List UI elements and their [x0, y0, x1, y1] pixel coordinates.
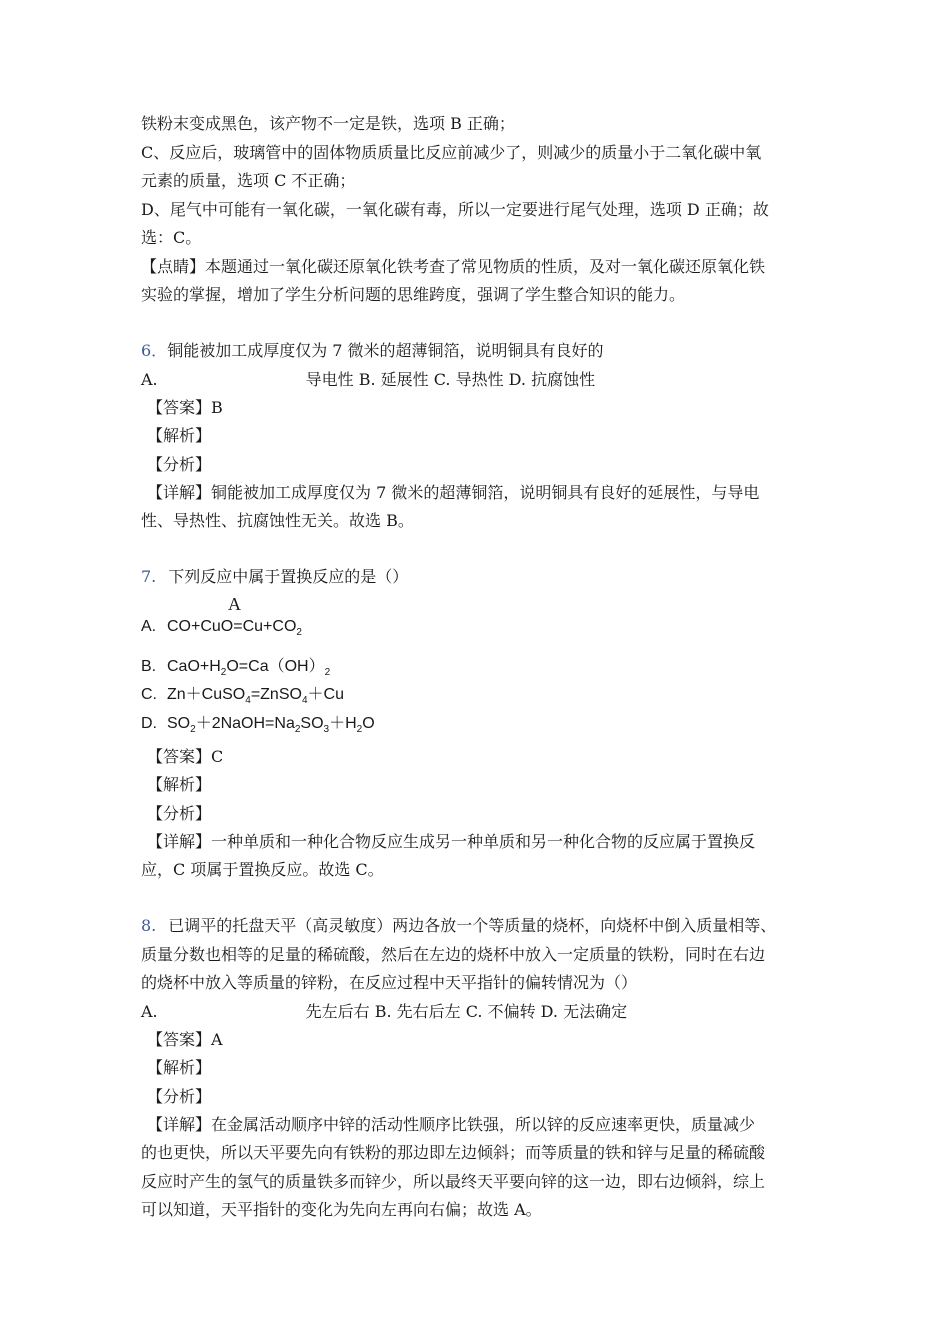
q7-option-c-label: C. [141, 686, 157, 703]
q6-stem-text: 铜能被加工成厚度仅为 7 微米的超薄铜箔，说明铜具有良好的 [167, 341, 604, 360]
q8-number: 8. [141, 916, 157, 935]
q6-detail-2: 性、导热性、抗腐蚀性无关。故选 B。 [141, 511, 414, 530]
q8-jiexi: 【解析】 [147, 1058, 212, 1077]
q7-option-d-part2: ＋2NaOH=Na [195, 715, 295, 732]
prev-line-2: C、反应后，玻璃管中的固体物质质量比反应前减少了，则减少的质量小于二氧化碳中氧 [141, 143, 762, 162]
q6-answer: 【答案】B [147, 398, 223, 417]
q7-option-d-label: D. [141, 715, 157, 732]
q7-detail-1: 【详解】一种单质和一种化合物反应生成另一种单质和另一种化合物的反应属于置换反 [147, 832, 756, 851]
q8-detail-3: 反应时产生的氢气的质量铁多而锌少，所以最终天平要向锌的这一边，即右边倾斜，综上 [141, 1172, 766, 1191]
q7-option-b-part2: O=Ca（OH） [226, 658, 325, 675]
q6-fenxi: 【分析】 [147, 455, 212, 474]
q7-option-a-sub: 2 [296, 627, 302, 639]
q7-option-c-sub2: 4 [301, 695, 308, 707]
prev-dianjing-2: 实验的掌握，增加了学生分析问题的思维跨度，强调了学生整合知识的能力。 [141, 285, 686, 304]
prev-line-3: 元素的质量，选项 C 不正确； [141, 171, 356, 190]
q7-option-b-sub2: 2 [324, 667, 331, 679]
q8-option-a-label: A. [141, 1002, 158, 1021]
q8-fenxi: 【分析】 [147, 1087, 212, 1106]
q7-option-a-formula: CO+CuO=Cu+CO [167, 618, 297, 635]
q7-option-d-part4: ＋H [329, 715, 357, 732]
q7-option-a-label: A. [141, 618, 157, 635]
q7-option-d-sub4: 2 [356, 724, 363, 736]
q7-reaction-condition-delta: A [228, 594, 241, 614]
q8-detail-2: 的也更快，所以天平要先向有铁粉的那边即左边倾斜；而等质量的铁和锌与足量的稀硫酸 [141, 1143, 766, 1162]
q7-stem [141, 567, 408, 587]
prev-line-1: 铁粉末变成黑色，该产物不一定是铁，选项 B 正确； [141, 114, 515, 133]
prev-line-5: 选：C。 [141, 228, 202, 247]
q7-number: 7. [141, 567, 157, 586]
q7-option-b-sub1: 2 [220, 667, 227, 679]
q7-option-d-part5: O [362, 715, 375, 732]
q7-stem-text: 下列反应中属于置换反应的是（） [168, 567, 409, 586]
q6-stem [141, 341, 604, 361]
prev-line-4: D、尾气中可能有一氧化碳，一氧化碳有毒，所以一定要进行尾气处理，选项 D 正确；故 [141, 200, 769, 219]
q8-stem-3: 的烧杯中放入等质量的锌粉，在反应过程中天平指针的偏转情况为（） [141, 973, 638, 992]
q7-option-c [141, 685, 344, 711]
q6-number: 6． [141, 341, 168, 360]
q7-option-c-sub1: 4 [245, 695, 251, 707]
q7-option-b [141, 657, 330, 683]
q7-option-b-part1: CaO+H [167, 658, 221, 675]
q7-jiexi: 【解析】 [147, 775, 212, 794]
q8-answer: 【答案】A [147, 1030, 223, 1049]
q8-stem-text-1: 已调平的托盘天平（高灵敏度）两边各放一个等质量的烧杯，向烧杯中倒入质量相等、 [168, 916, 777, 935]
q7-option-b-label: B. [141, 658, 157, 675]
q7-fenxi: 【分析】 [147, 804, 212, 823]
q7-option-c-part1: Zn＋CuSO [167, 686, 246, 703]
q8-stem-1 [141, 916, 776, 936]
q7-detail-2: 应，C 项属于置换反应。故选 C。 [141, 860, 384, 879]
q7-option-c-part3: ＋Cu [307, 686, 344, 703]
q8-detail-4: 可以知道，天平指针的变化为先向左再向右偏；故选 A。 [141, 1200, 542, 1219]
q6-detail-1: 【详解】铜能被加工成厚度仅为 7 微米的超薄铜箔，说明铜具有良好的延展性，与导电 [147, 483, 760, 502]
q7-option-d-sub3: 3 [323, 724, 330, 736]
prev-dianjing-1: 【点睛】本题通过一氧化碳还原氧化铁考查了常见物质的性质，及对一氧化碳还原氧化铁 [141, 257, 766, 276]
q6-option-a-label: A. [141, 370, 158, 389]
q7-option-d-part3: SO [300, 715, 324, 732]
q7-option-a [141, 617, 302, 643]
q6-options [141, 370, 595, 390]
q6-options-text: 导电性 B. 延展性 C. 导热性 D. 抗腐蚀性 [305, 370, 596, 389]
q8-stem-2: 质量分数也相等的足量的稀硫酸，然后在左边的烧杯中放入一定质量的铁粉，同时在右边 [141, 945, 766, 964]
q7-option-d-part1: SO [167, 715, 191, 732]
q8-detail-1: 【详解】在金属活动顺序中锌的活动性顺序比铁强，所以锌的反应速率更快，质量减少 [147, 1115, 756, 1134]
q8-options-text: 先左后右 B. 先右后左 C. 不偏转 D. 无法确定 [305, 1002, 628, 1021]
q7-option-c-part2: =ZnSO [250, 686, 302, 703]
q7-option-d-sub2: 2 [294, 724, 301, 736]
q7-option-d [141, 714, 375, 740]
q7-answer: 【答案】C [147, 747, 224, 766]
q7-option-d-sub1: 2 [190, 724, 196, 736]
q6-jiexi: 【解析】 [147, 426, 212, 445]
q8-options [141, 1002, 627, 1022]
